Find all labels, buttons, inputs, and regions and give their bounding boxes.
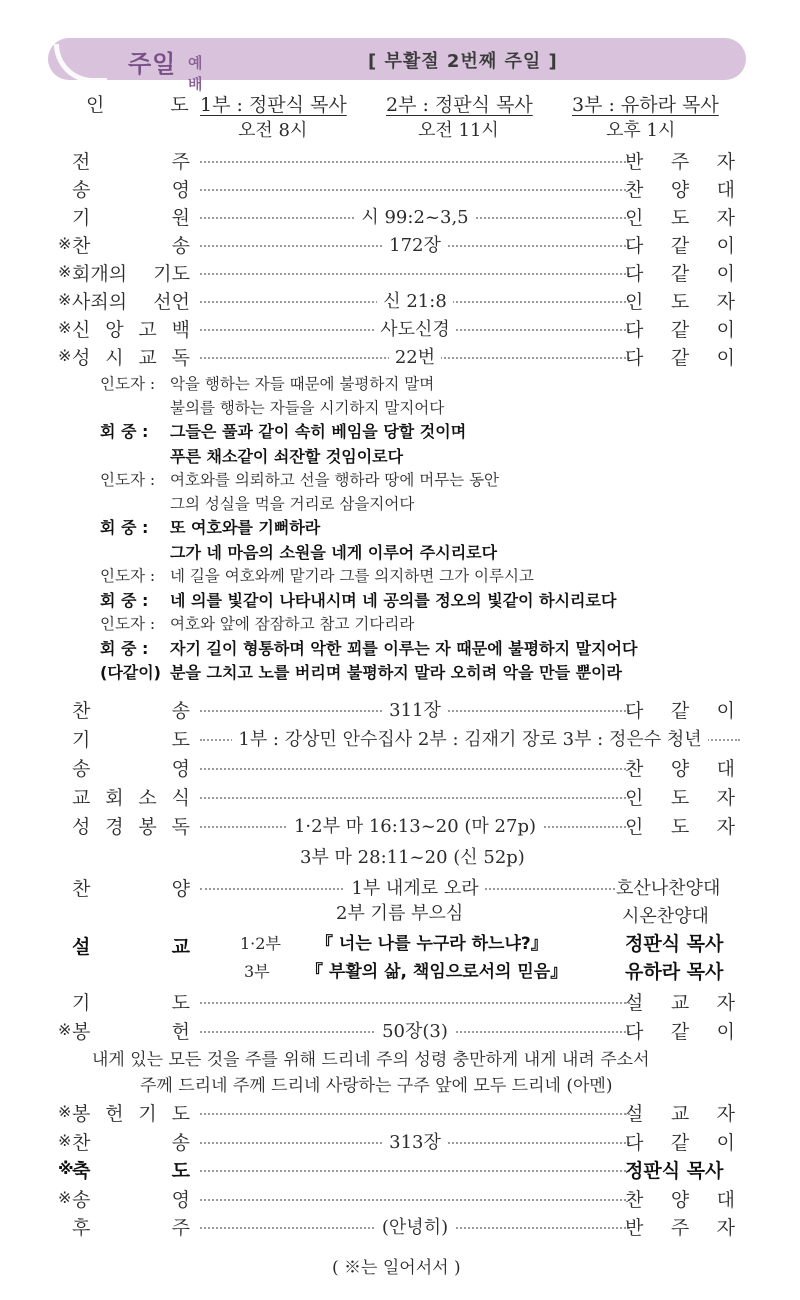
item-label: 성 경 봉 독 <box>72 816 190 838</box>
leader-dots <box>200 1113 630 1115</box>
speaker-label: 인도자 : <box>100 471 156 489</box>
item-leader: 정판식 목사 <box>625 1160 724 1182</box>
item-value: 사도신경 <box>200 315 630 341</box>
item-leader: 찬 양 대 <box>625 179 735 201</box>
order-row <box>0 343 800 371</box>
speaker-label: 회 중 : <box>100 638 149 658</box>
speaker-label: 회 중 : <box>100 422 149 441</box>
order-row <box>0 1156 800 1184</box>
order-row <box>0 1017 800 1045</box>
item-leader: 찬 양 대 <box>625 1188 735 1211</box>
congregation-line: 회 중 : 자기 길이 형통하며 악한 꾀를 이루는 자 때문에 불평하지 말지어다 <box>100 636 637 659</box>
speaker-label: 인도자 : <box>100 375 156 393</box>
order-row <box>0 175 800 203</box>
item-leader: 다 같 이 <box>625 1021 735 1043</box>
leader-line: 인도자 : 여호와 앞에 잠잠하고 참고 기다리라 <box>100 612 414 634</box>
item-label: 후 주 <box>72 1217 190 1239</box>
item-leader: 다 같 이 <box>625 319 735 341</box>
swoosh-icon <box>54 44 107 83</box>
item-label: ※ 찬 송 <box>58 1130 190 1154</box>
item-label: ※ 송 영 <box>58 1187 190 1211</box>
leader-dots <box>200 768 630 770</box>
standing-mark: ※ <box>58 1130 72 1150</box>
standing-mark: ※ <box>58 1020 72 1039</box>
item-label: 교 회 소 식 <box>72 787 190 809</box>
standing-mark: ※ <box>58 1102 72 1121</box>
offering-line-1: 내게 있는 모든 것을 주를 위해 드리네 주의 성령 충만하게 내게 내려 주소서 <box>92 1050 650 1070</box>
order-row <box>0 988 800 1016</box>
item-value: 172장 <box>200 231 630 257</box>
item-label: 찬 송 <box>72 700 190 722</box>
leader-line: 그의 성실을 먹을 거리로 삼을지어다 <box>170 494 415 513</box>
choir-name-2: 시온찬양대 <box>622 906 709 927</box>
standing-mark: ※ <box>58 1159 74 1178</box>
sermon-services-12: 1·2부 <box>240 934 281 953</box>
item-leader: 반 주 자 <box>625 1217 735 1239</box>
item-leader: 다 같 이 <box>625 1131 735 1154</box>
item-leader: 인 도 자 <box>625 291 735 313</box>
item-leader: 다 같 이 <box>625 235 735 257</box>
order-row <box>0 203 800 231</box>
item-label: ※ 성 시 교 독 <box>58 346 190 369</box>
speaker-label: (다같이) <box>100 663 161 682</box>
time-service-3: 오후 1시 <box>606 120 676 141</box>
item-label: ※ 봉 헌 <box>58 1020 190 1043</box>
leader-dots <box>200 1170 630 1172</box>
order-row <box>0 783 800 811</box>
leaders-label: 인 도 <box>86 94 219 116</box>
item-leader: 반 주 자 <box>625 151 735 173</box>
item-label: ※ 축 도 <box>58 1159 190 1182</box>
leader-service-2: 2부 : 정판식 목사 <box>386 94 533 116</box>
order-row <box>0 812 800 840</box>
order-row <box>0 147 800 175</box>
leader-dots <box>200 797 630 799</box>
item-label: 기 도 <box>72 992 190 1014</box>
item-value: 1부 : 강상민 안수집사 2부 : 김재기 장로 3부 : 정은수 청년 <box>200 725 740 751</box>
order-row <box>0 1213 800 1241</box>
speaker-label: 회 중 : <box>100 518 149 537</box>
sermon-label: 설 교 <box>72 936 190 958</box>
praise-choir-2: 2부 기름 부으심 <box>336 903 464 924</box>
time-service-1: 오전 8시 <box>238 120 308 141</box>
standing-mark: ※ <box>58 290 72 309</box>
order-row <box>0 696 800 724</box>
badge-title: 주일 <box>128 50 177 78</box>
sermon-title-3: 『 부활의 삶, 책임으로서의 믿음』 <box>306 962 568 982</box>
sermon-row-1 <box>0 932 800 960</box>
standing-mark: ※ <box>58 346 72 365</box>
item-leader: 설 교 자 <box>625 1103 735 1125</box>
item-value: (안녕히) <box>200 1213 630 1239</box>
service-title: [ 부활절 2번째 주일 ] <box>368 51 558 72</box>
badge-subtitle: 예배 <box>188 54 203 93</box>
congregation-line: 푸른 채소같이 쇠잔할 것임이로다 <box>170 446 404 466</box>
standing-mark: ※ <box>58 234 72 253</box>
leader-line: 인도자 : 네 길을 여호와께 맡기라 그를 의지하면 그가 이루시고 <box>100 564 534 586</box>
standing-mark: ※ <box>58 1187 72 1207</box>
item-leader: 설 교 자 <box>625 992 735 1014</box>
congregation-line: (다같이) 분을 그치고 노를 버리며 불평하지 말라 오히려 악을 만들 뿐이라 <box>100 660 622 683</box>
item-label: 송 영 <box>72 179 190 201</box>
item-label: 전 주 <box>72 151 190 173</box>
scripture-service-3: 3부 마 28:11~20 (신 52p) <box>300 847 525 868</box>
item-leader: 인 도 자 <box>625 816 735 838</box>
praise-row-2 <box>0 902 800 930</box>
order-row <box>0 754 800 782</box>
leader-line: 인도자 : 악을 행하는 자들 때문에 불평하지 말며 <box>100 372 434 394</box>
item-value: 311장 <box>200 696 630 722</box>
sermon-service-3: 3부 <box>244 962 270 981</box>
leader-dots <box>200 161 630 163</box>
speaker-label: 인도자 : <box>100 567 156 585</box>
item-leader: 찬 양 대 <box>625 758 735 780</box>
praise-row-1 <box>0 874 800 902</box>
footnote: ( ※는 일어서서 ) <box>332 1258 461 1278</box>
item-label: ※ 찬 송 <box>58 234 190 257</box>
choir-name-1: 호산나찬양대 <box>616 878 721 899</box>
leader-dots <box>200 273 630 275</box>
item-value: 시 99:2~3,5 <box>200 203 630 229</box>
leader-dots <box>200 1199 630 1201</box>
order-row <box>0 1099 800 1127</box>
sermon-row-2 <box>0 960 800 988</box>
preacher-3: 유하라 목사 <box>625 961 724 983</box>
item-label: ※ 사죄의 선언 <box>58 290 190 313</box>
order-row <box>0 315 800 343</box>
item-value: 50장(3) <box>200 1017 630 1043</box>
item-value: 313장 <box>200 1128 630 1154</box>
item-label: ※ 봉 헌 기 도 <box>58 1102 190 1125</box>
order-row <box>0 725 800 753</box>
item-label: ※ 신 앙 고 백 <box>58 318 190 341</box>
leader-line: 인도자 : 여호와를 의뢰하고 선을 행하라 땅에 머무는 동안 <box>100 468 499 490</box>
item-leader: 다 같 이 <box>625 347 735 369</box>
item-value: 22번 <box>200 343 630 369</box>
item-value: 신 21:8 <box>200 287 630 313</box>
congregation-line: 회 중 : 네 의를 빛같이 나타내시며 네 공의를 정오의 빛같이 하시리로다 <box>100 588 616 611</box>
item-label: 기 도 <box>72 729 190 751</box>
header-badge <box>48 38 203 93</box>
congregation-line: 그가 네 마음의 소원을 네게 이루어 주시리로다 <box>170 542 498 562</box>
congregation-line: 회 중 : 그들은 풀과 같이 속히 베임을 당할 것이며 <box>100 419 466 442</box>
praise-label: 찬 양 <box>72 878 190 900</box>
order-row <box>0 1185 800 1213</box>
leader-dots <box>200 189 630 191</box>
order-row <box>0 231 800 259</box>
leader-dots <box>200 1002 630 1004</box>
item-value: 1·2부 마 16:13~20 (마 27p) <box>200 812 630 838</box>
order-row <box>0 287 800 315</box>
time-service-2: 오전 11시 <box>418 120 499 141</box>
standing-mark: ※ <box>58 318 72 337</box>
order-row <box>0 1128 800 1156</box>
speaker-label: 인도자 : <box>100 615 156 633</box>
header-banner <box>48 38 746 93</box>
sermon-title-12: 『 너는 나를 누구라 하느냐?』 <box>316 934 548 954</box>
standing-mark: ※ <box>58 262 72 281</box>
congregation-line: 회 중 : 또 여호와를 기뻐하라 <box>100 515 320 538</box>
leader-service-1: 1부 : 정판식 목사 <box>200 94 347 116</box>
leader-service-3: 3부 : 유하라 목사 <box>572 94 719 116</box>
item-leader: 다 같 이 <box>625 263 735 285</box>
item-leader: 인 도 자 <box>625 207 735 229</box>
item-label: 송 영 <box>72 758 190 780</box>
leader-line: 불의를 행하는 자들을 시기하지 말지어다 <box>170 398 445 417</box>
item-leader: 인 도 자 <box>625 787 735 809</box>
praise-choir-1: 1부 내게로 오라 <box>200 874 630 900</box>
item-label: ※ 회개의 기도 <box>58 262 190 285</box>
speaker-label: 회 중 : <box>100 590 149 610</box>
item-label: 기 원 <box>72 207 190 229</box>
order-row <box>0 259 800 287</box>
preacher-12: 정판식 목사 <box>625 933 724 955</box>
item-leader: 다 같 이 <box>625 700 735 722</box>
offering-line-2: 주께 드리네 주께 드리네 사랑하는 구주 앞에 모두 드리네 (아멘) <box>140 1076 613 1096</box>
